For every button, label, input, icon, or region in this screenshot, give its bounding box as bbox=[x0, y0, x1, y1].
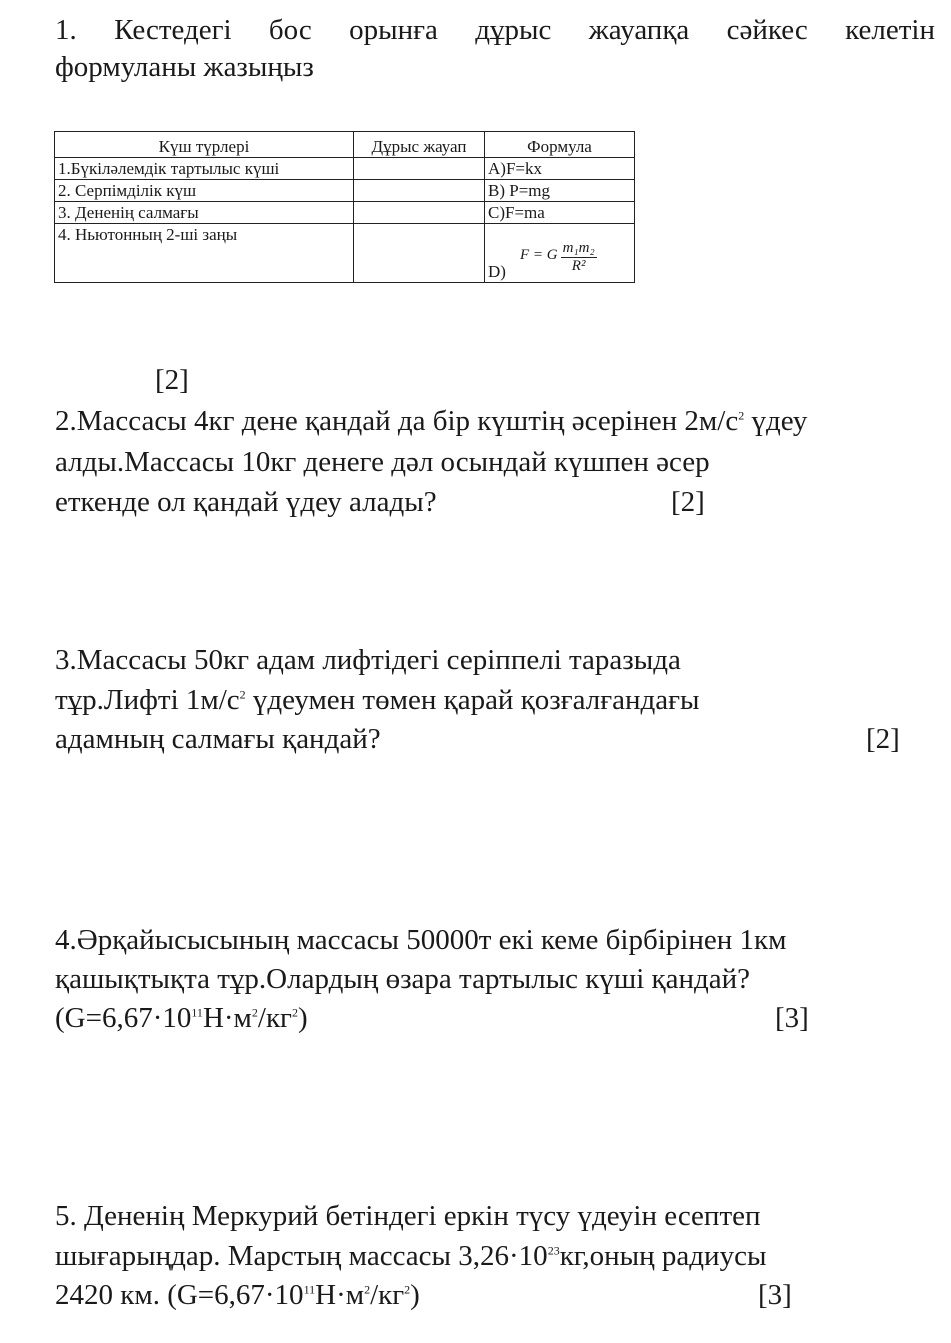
force-type-cell: 2. Серпімділік күш bbox=[55, 180, 354, 202]
q4-text-d: ) bbox=[297, 1002, 308, 1034]
formula-cell bbox=[485, 224, 635, 283]
table-row bbox=[55, 202, 635, 224]
table-header-row bbox=[55, 132, 635, 158]
header-force-types: Күш түрлері bbox=[55, 132, 354, 158]
q3-superscript: 2 bbox=[239, 687, 246, 702]
q4-text-b: Н·м bbox=[202, 1002, 252, 1034]
gravity-fraction bbox=[561, 240, 597, 275]
q1-word: сәйкес bbox=[726, 14, 808, 46]
answer-cell[interactable] bbox=[354, 180, 485, 202]
formula-label: D) bbox=[488, 262, 506, 281]
question-1-line-2: формуланы жазыңыз bbox=[55, 51, 314, 83]
question-1-text bbox=[55, 12, 935, 86]
question-2-line-3: еткенде ол қандай үдеу алады? bbox=[55, 486, 437, 518]
force-types-table bbox=[54, 131, 635, 283]
answer-cell[interactable] bbox=[354, 158, 485, 180]
q3-text-a: тұр.Лифті 1м/с bbox=[55, 684, 240, 716]
q1-word: орынға bbox=[349, 14, 438, 46]
force-type-cell: 4. Ньютонның 2-ші заңы bbox=[55, 224, 354, 283]
q2-text-b: үдеу bbox=[744, 405, 808, 437]
formula-cell: B) P=mg bbox=[485, 180, 635, 202]
question-4-line-2: қашықтықта тұр.Олардың өзара тартылыс күші қандай? bbox=[55, 963, 751, 995]
question-4-line-1: 4.Әрқайысысының массасы 50000т екі кеме бірбірінен 1км bbox=[55, 924, 787, 956]
force-type-cell: 3. Дененің салмағы bbox=[55, 202, 354, 224]
q5-superscript-1: 11 bbox=[303, 1282, 316, 1297]
formula-cell: C)F=ma bbox=[485, 202, 635, 224]
answer-cell[interactable] bbox=[354, 202, 485, 224]
q2-text-a: 2.Массасы 4кг дене қандай да бір күштің әсерінен 2м/с bbox=[55, 405, 739, 437]
q5-text-b: кг,оның радиусы bbox=[559, 1240, 767, 1272]
fraction-numerator: m₁m₂ bbox=[562, 240, 595, 256]
q4-text-c: /кг bbox=[257, 1002, 292, 1034]
question-3-line-1: 3.Массасы 50кг адам лифтідегі серіппелі таразыда bbox=[55, 644, 681, 676]
table-row bbox=[55, 224, 635, 283]
question-1-score: [2] bbox=[155, 364, 189, 396]
q5-text-a2: 2420 км. (G=6,67·10 bbox=[55, 1279, 304, 1311]
q5-superscript: 23 bbox=[547, 1243, 560, 1258]
formula-cell: A)F=kx bbox=[485, 158, 635, 180]
question-4-line-3 bbox=[55, 1000, 308, 1037]
q5-superscript-3: 2 bbox=[404, 1282, 411, 1297]
table-row bbox=[55, 180, 635, 202]
header-formula: Формула bbox=[485, 132, 635, 158]
fraction-denominator: R² bbox=[571, 258, 586, 274]
q5-text-d: ) bbox=[410, 1279, 420, 1311]
force-type-cell: 1.Бүкіләлемдік тартылыс күші bbox=[55, 158, 354, 180]
q1-word: келетін bbox=[845, 14, 935, 46]
q1-word: дұрыс bbox=[475, 14, 552, 46]
question-2-score: [2] bbox=[671, 486, 705, 518]
formula-lhs: F = G bbox=[519, 247, 558, 263]
table-row bbox=[55, 158, 635, 180]
question-1-line-1 bbox=[55, 12, 935, 49]
question-3-score: [2] bbox=[866, 723, 900, 755]
q1-word: 1. bbox=[55, 14, 77, 46]
question-5-line-2 bbox=[55, 1238, 766, 1275]
q5-text-b2: Н·м bbox=[315, 1279, 365, 1311]
q4-superscript-2: 2 bbox=[251, 1005, 258, 1020]
q4-superscript-3: 2 bbox=[291, 1005, 298, 1020]
q5-text-a: шығарыңдар. Марстың массасы 3,26·10 bbox=[55, 1240, 548, 1272]
question-2-line-1 bbox=[55, 403, 807, 440]
q5-superscript-2: 2 bbox=[364, 1282, 371, 1297]
q1-word: Кестедегі bbox=[114, 14, 232, 46]
q1-word: жауапқа bbox=[588, 14, 690, 46]
question-5-score: [3] bbox=[758, 1279, 792, 1311]
question-3-line-3: адамның салмағы қандай? bbox=[55, 723, 381, 755]
header-correct-answer: Дұрыс жауап bbox=[354, 132, 485, 158]
q2-superscript: 2 bbox=[738, 408, 745, 423]
answer-cell[interactable] bbox=[354, 224, 485, 283]
q4-superscript-1: 11 bbox=[191, 1005, 203, 1020]
q4-text-a: (G=6,67·10 bbox=[55, 1002, 192, 1034]
question-5-line-3 bbox=[55, 1277, 420, 1314]
q1-word: бос bbox=[268, 14, 312, 46]
question-3-line-2 bbox=[55, 682, 700, 719]
question-4-score: [3] bbox=[775, 1002, 809, 1034]
q5-text-c: /кг bbox=[370, 1279, 405, 1311]
question-2-line-2: алды.Массасы 10кг денеге дәл осындай күшпен әсер bbox=[55, 446, 710, 478]
question-5-line-1: 5. Дененің Меркурий бетіндегі еркін түсу үдеуін есептеп bbox=[55, 1200, 761, 1232]
q3-text-b: үдеумен төмен қарай қозғалғандағы bbox=[245, 684, 700, 716]
